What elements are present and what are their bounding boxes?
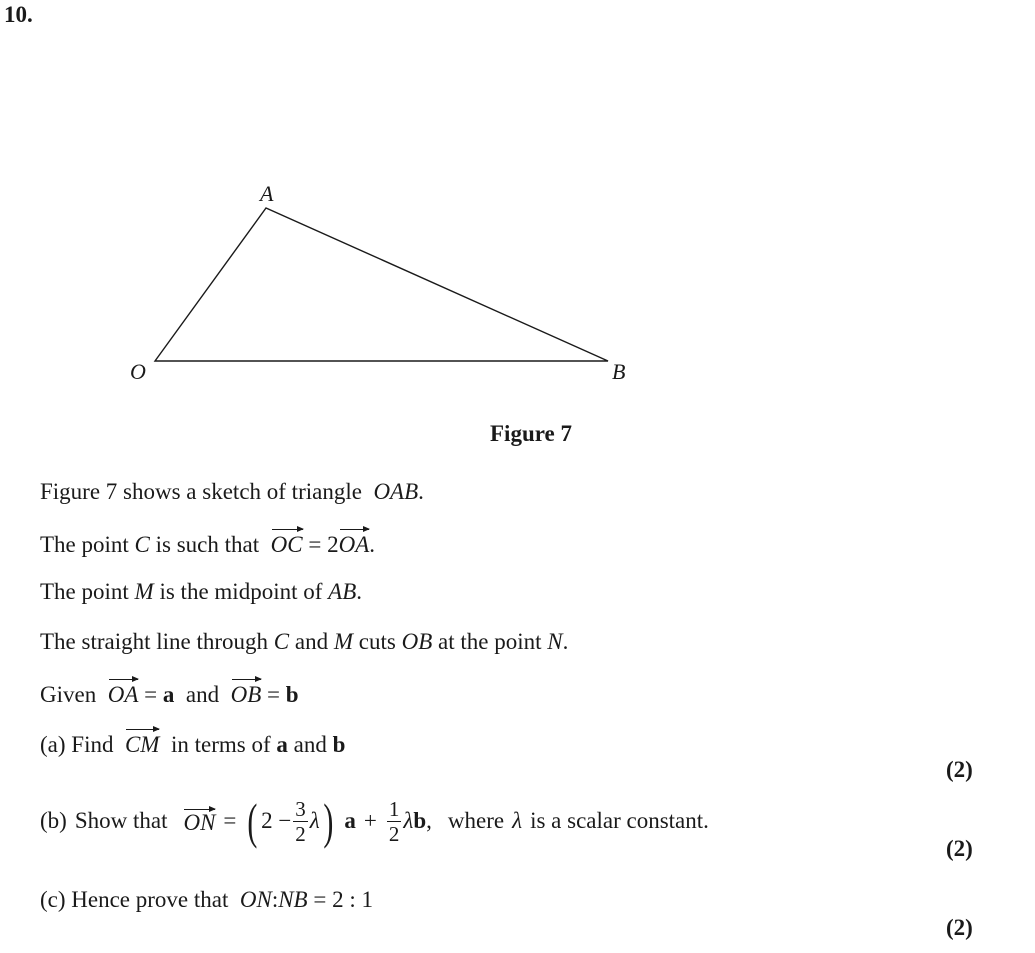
part-b: (b) Show that ON = ( 2 − $\frac{3}{2}$ λ ) a + $\frac{1}{2}$ λ b , where λ is a scalar constant. — [40, 793, 709, 849]
vector-on: ON — [183, 807, 215, 836]
point-c-line: The point C is such that OC = 2OA. — [40, 527, 375, 557]
triangle-oab — [155, 208, 608, 361]
point-m-line: The point M is the midpoint of AB. — [40, 579, 362, 604]
line-cm-line: The straight line through C and M cuts OB at the point N. — [40, 629, 569, 654]
part-b-marks: (2) — [946, 836, 973, 861]
triangle-figure — [0, 0, 1035, 410]
figure-caption: Figure 7 — [490, 421, 572, 446]
vector-oa-given: OA — [108, 677, 139, 710]
part-c-marks: (2) — [946, 915, 973, 940]
fraction-one-half: $\frac{1}{2}$ — [388, 796, 400, 846]
question-number: 10. — [4, 2, 33, 27]
label-a: A — [260, 181, 274, 206]
part-c: (c) Hence prove that ON:NB = 2 : 1 — [40, 887, 373, 912]
vector-cm: CM — [125, 727, 160, 760]
part-a-marks: (2) — [946, 757, 973, 782]
vector-oa: OA — [339, 527, 370, 560]
given-line: Given OA = a and OB = b — [40, 677, 299, 707]
part-a: (a) Find CM in terms of a and b — [40, 727, 345, 757]
intro-line: Figure 7 shows a sketch of triangle OAB. — [40, 479, 424, 504]
vector-oc: OC — [271, 527, 303, 560]
vector-ob-given: OB — [231, 677, 262, 710]
label-b: B — [612, 359, 626, 384]
fraction-three-halves: $\frac{3}{2}$ — [295, 796, 306, 846]
label-o: O — [130, 359, 146, 384]
